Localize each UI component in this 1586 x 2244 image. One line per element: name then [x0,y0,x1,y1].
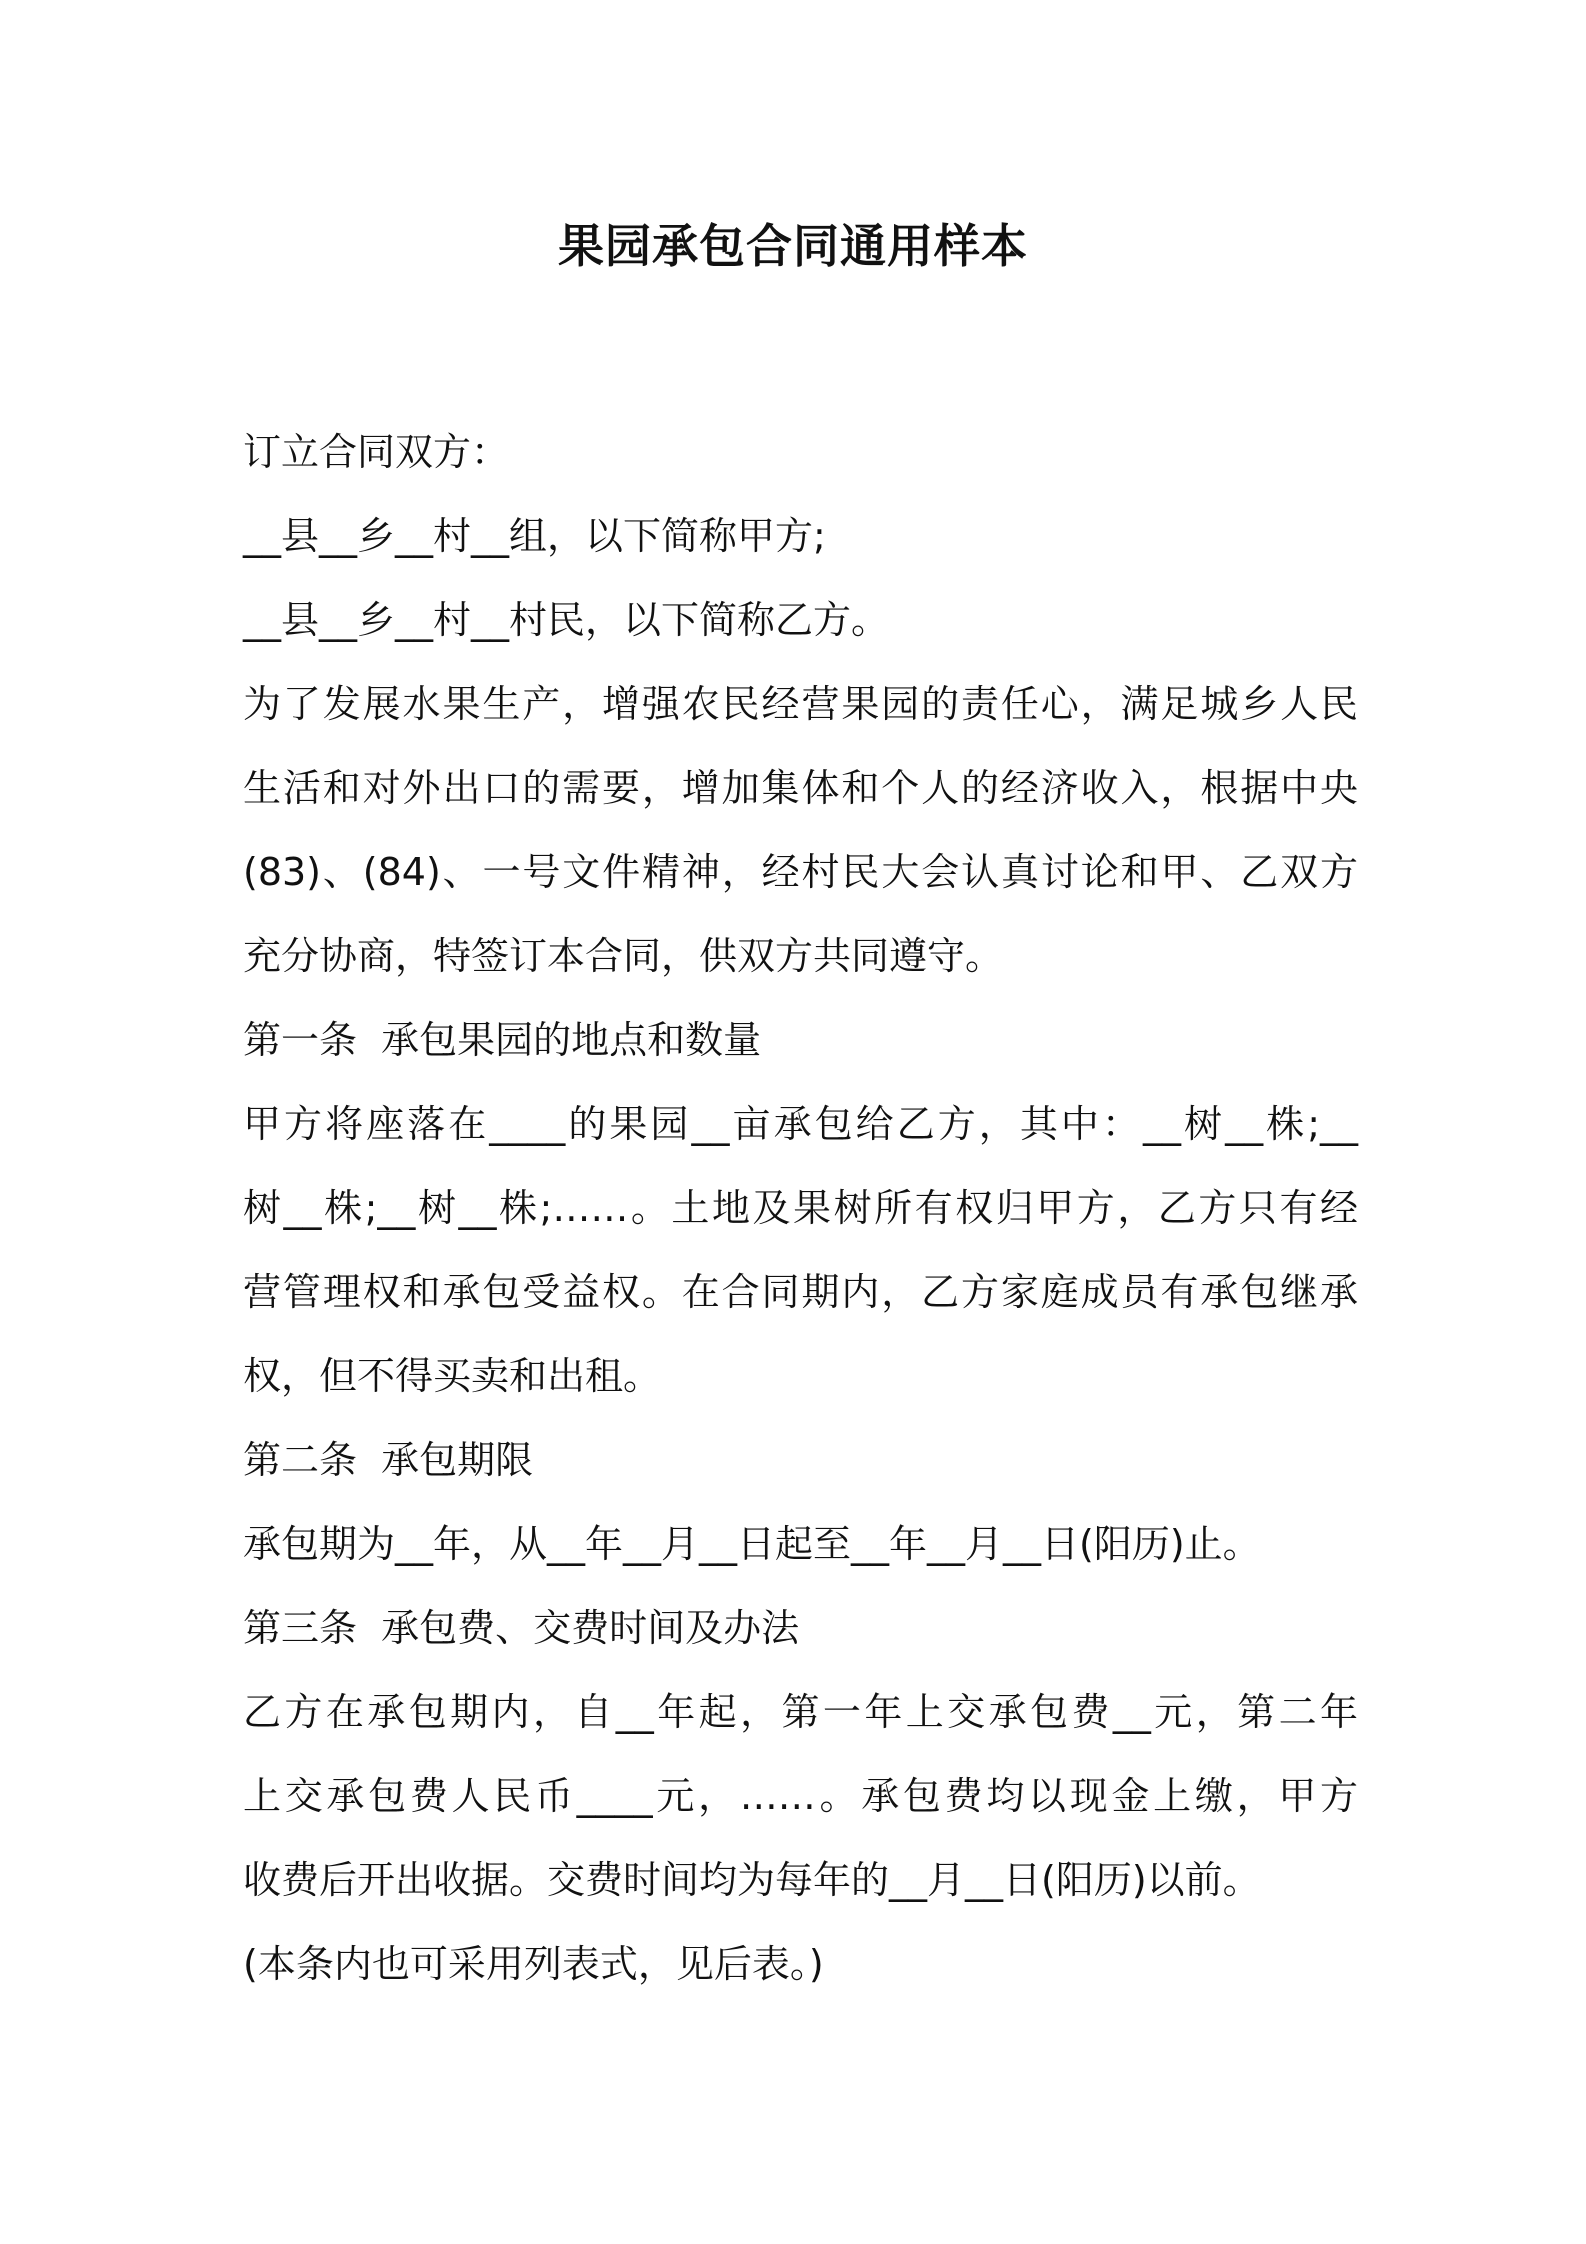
article-1-line-2: 树__株;__树__株;……。土地及果树所有权归甲方，乙方只有经 [243,1186,1358,1230]
parties-heading: 订立合同双方： [243,430,510,474]
article-1-line-1: 甲方将座落在____的果园__亩承包给乙方，其中：__树__株;__ [243,1102,1358,1146]
intro-line-1: 为了发展水果生产，增强农民经营果园的责任心，满足城乡人民 [243,682,1358,726]
article-3-heading: 第三条 承包费、交费时间及办法 [243,1606,800,1650]
intro-line-3: (83)、(84)、一号文件精神，经村民大会认真讨论和甲、乙双方 [243,850,1358,894]
document-title: 果园承包合同通用样本 [558,219,1028,273]
intro-line-2: 生活和对外出口的需要，增加集体和个人的经济收入，根据中央 [243,766,1358,810]
party-b-line: __县__乡__村__村民，以下简称乙方。 [243,598,890,642]
document-body [243,410,1358,2006]
article-3-line-2: 上交承包费人民币____元，……。承包费均以现金上缴，甲方 [243,1774,1358,1818]
article-1-line-3: 营管理权和承包受益权。在合同期内，乙方家庭成员有承包继承 [243,1270,1358,1314]
intro-line-4: 充分协商，特签订本合同，供双方共同遵守。 [243,934,1004,978]
article-3-line-1: 乙方在承包期内，自__年起，第一年上交承包费__元，第二年 [243,1690,1358,1734]
article-2-heading: 第二条 承包期限 [243,1438,534,1482]
article-1-line-4: 权，但不得买卖和出租。 [243,1354,662,1398]
article-2-line-1: 承包期为__年，从__年__月__日起至__年__月__日(阳历)止。 [243,1522,1261,1566]
article-3-line-4: (本条内也可采用列表式，见后表。) [243,1942,824,1986]
party-a-line: __县__乡__村__组，以下简称甲方; [243,514,826,558]
article-3-line-3: 收费后开出收据。交费时间均为每年的__月__日(阳历)以前。 [243,1858,1261,1902]
article-1-heading: 第一条 承包果园的地点和数量 [243,1018,762,1062]
